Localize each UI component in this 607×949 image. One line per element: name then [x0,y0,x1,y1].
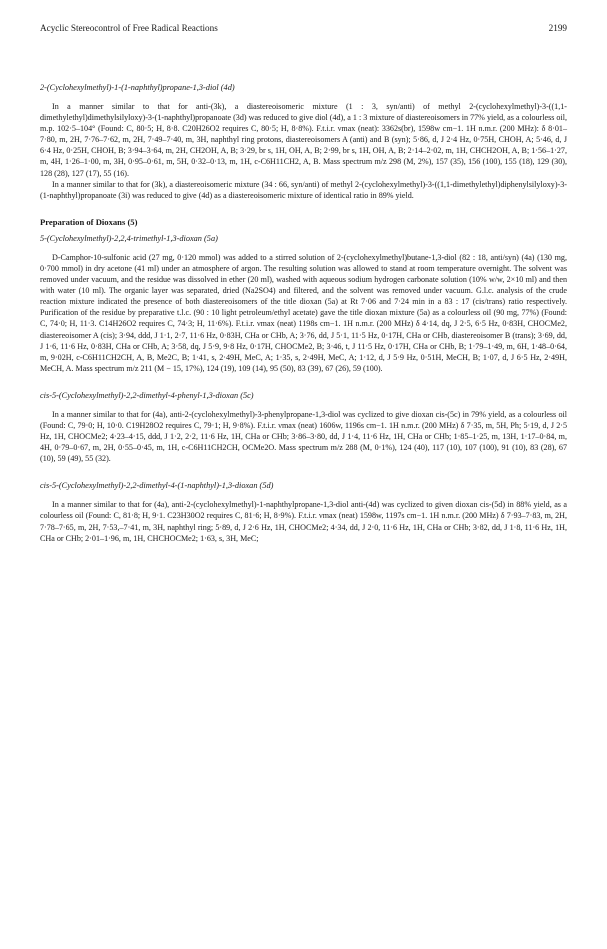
experimental-paragraph: In a manner similar to that for anti-(3k), a diastereoisomeric mixture (1 : 3, syn/anti) of methyl 2-(cyclohexylmethyl)-3-((1,1-dimethylethyl)dimethylsilyloxy)-3-(1-naphthyl)propanoate (3d) was reduced to give diol (4d), a 1 : 3 mixture of diastereoisomers in 77% yield, as a colourless oil, m.p. 102·5–104° (Found: C, 80·5; H, 8·8. C20H26O2 requires C, 80·5; H, 8·8%). F.t.i.r. νmax (neat): 3362s(br), 1598w cm−1. 1H n.m.r. (200 MHz): δ 8·01–7·80, m, 2H, 7·76–7·62, m, 2H, 7·49–7·40, m, 3H, naphthyl ring protons, diastereoisomers A (anti) and B (syn); 5·86, d, J 2·4 Hz, 0·75H, CHOH, A; 5·46, d, J 6·4 Hz, 0·25H, CHOH, B; 3·94–3·64, m, 2H, CH2OH, A, B; 3·29, br s, 1H, OH, A, B; 2·99, br s, 1H, OH, A, B; 2·14–2·02, m, 1H, CHCH2OH, A, B; 1·56–1·27, m, 4H, 1·26–1·00, m, 3H, 0·95–0·61, m, 5H, 0·32–0·13, m, 1H, c-C6H11CH2, A, B. Mass spectrum m/z 298 (M, 2%), 157 (35), 156 (100), 155 (18), 129 (30), 128 (28), 127 (17), 55 (16). [40,102,567,178]
journal-running-title: Acyclic Stereocontrol of Free Radical Reactions [40,23,218,33]
section-preparation-dioxans [40,217,567,374]
section-heading: Preparation of Dioxans (5) [40,216,138,227]
experimental-paragraph: In a manner similar to that for (4a), anti-2-(cyclohexylmethyl)-3-phenylpropane-1,3-diol was cyclized to give dioxan cis-(5c) in 79% yield, as a colourless oil (Found: C, 79·0; H, 10·0. C19H28O2 requires C, 79·1; H, 9·8%). F.t.i.r. νmax (neat) 1606w, 1196s cm−1. 1H n.m.r. (200 MHz) δ 7·35, m, 5H, Ph; 5·19, d, J 2·5 Hz, 1H, CHOCMe2; 4·23–4·15, ddd, J 1·2, 2·2, 11·6 Hz, 1H, CHa or CHb; 3·86–3·80, dd, J 1·4, 11·6 Hz, 1H, CHa or CHb; 1·85–1·25, m, 13H, 1·17–0·84, m, 4H, 0·79–0·67, m, 2H, 0·55–0·45, m, 1H, c-C6H11CH2CH, OCMe2O. Mass spectrum m/z 288 (M, 0·1%), 124 (40), 117 (10), 107 (100), 91 (10), 83 (28), 67 (10), 59 (49), 55 (32). [40,409,567,464]
experimental-paragraph: In a manner similar to that for (4a), anti-2-(cyclohexylmethyl)-1-naphthylpropane-1,3-diol anti-(4d) was cyclized to given dioxan cis-(5d) in 88% yield, as a colourless oil (Found: C, 81·8; H, 9·1. C23H30O2 requires C, 81·6; H, 8·9%). F.t.i.r. νmax (neat) 1598w, 1197s cm−1. 1H n.m.r. (200 MHz) δ 7·93–7·83, m, 2H, 7·78–7·65, m, 2H, 7·53,–7·41, m, 3H, naphthyl ring; 5·89, d, J 2·6 Hz, 1H, CHOCMe2; 4·34, dd, J 2·0, 11·6 Hz, 1H, CHa or CHb; 3·82, dd, J 1·8, 11·6 Hz, 1H, CHa or CHb; 2·01–1·96, m, 1H, CHCHOCMe2; 1·63, s, 3H, MeC; [40,500,567,543]
experimental-paragraph: In a manner similar to that for (3k), a diastereoisomeric mixture (34 : 66, syn/anti) of methyl 2-(cyclohexylmethyl)-3-((1,1-dimethylethyl)diphenylsilyloxy)-3-(1-naphthyl)propanoate (3i) was reduced to give (4d) as a diastereoisomeric mixture of identical ratio in 89% yield. [40,179,567,200]
compound-heading: cis-5-(Cyclohexylmethyl)-2,2-dimethyl-4-phenyl-1,3-dioxan (5c) [40,390,254,400]
section-diol-4d [40,82,567,201]
experimental-paragraph: D-Camphor-10-sulfonic acid (27 mg, 0·120 mmol) was added to a stirred solution of 2-(cyclohexylmethyl)butane-1,3-diol (82 : 18, anti/syn) (4a) (130 mg, 0·700 mmol) in dry acetone (41 ml) under an atmosphere of argon. The resulting solution was allowed to stand at room temperature overnight. The solvent was removed under vacuum, and the residue was dissolved in ether (20 ml), washed with aqueous sodium hydrogen carbonate solution (10% w/w, 2×10 ml) and then with water (10 ml). The organic layer was separated, dried (Na2SO4) and filtered, and the solvent was removed under vacuum. G.l.c. analysis of the crude reaction mixture indicated the presence of both diastereoisomers of the title dioxan (5a) at Rt 7·06 and 7·24 min in a 83 : 17 (cis/trans) ratio respectively. Purification of the residue by preparative t.l.c. (90 : 10 light petroleum/ethyl acetate) gave the title dioxan mixture (5a) as a colourless oil (90 mg, 77%) (Found: C, 74·0; H, 11·3. C14H26O2 requires C, 74·3; H, 11·6%). F.t.i.r. νmax (neat) 1198s cm−1. 1H n.m.r. (200 MHz) δ 4·14, dq, J 2·5, 6·5 Hz, 0·83H, CHOCMe2, diastereoisomer A (cis); 3·94, ddd, J 1·1, 2·7, 11·6 Hz, 0·83H, CHa or CHb, A; 3·76, dd, J 5·1, 11·5 Hz, 0·17H, CHa or CHb, diastereoisomer B (trans); 3·69, dd, J 1·6, 11·6 Hz, 0·83H, CHa or CHb, A; 3·58, dq, J 5·9, 9·8 Hz, 0·17H, CHOCMe2, B; 3·46, t, J 11·5 Hz, 0·17H, CHa or CHb, B; 1·79–1·49, m, 6H, 1·48–0·64, m, 9·02H, c-C6H11CH2CH, A, B, Me2C, B; 1·41, s, 2·49H, MeC, A; 1·35, s, 2·49H, MeC, A; 1·12, d, J 5·9 Hz, 0·51H, MeCH, B; 1·07, d, J 6·5 Hz, 2·49H, MeCH, A. Mass spectrum m/z 211 (M − 15, 17%), 124 (19), 109 (14), 95 (50), 83 (39), 67 (26), 59 (100). [40,252,567,373]
page-number: 2199 [548,23,567,33]
compound-heading: cis-5-(Cyclohexylmethyl)-2,2-dimethyl-4-(1-naphthyl)-1,3-dioxan (5d) [40,481,274,491]
compound-heading: 2-(Cyclohexylmethyl)-1-(1-naphthyl)propane-1,3-diol (4d) [40,83,235,92]
section-dioxan-5d [40,480,567,543]
compound-heading: 5-(Cyclohexylmethyl)-2,2,4-trimethyl-1,3-dioxan (5a) [40,233,218,243]
section-dioxan-5c [40,390,567,464]
running-header [40,22,567,34]
